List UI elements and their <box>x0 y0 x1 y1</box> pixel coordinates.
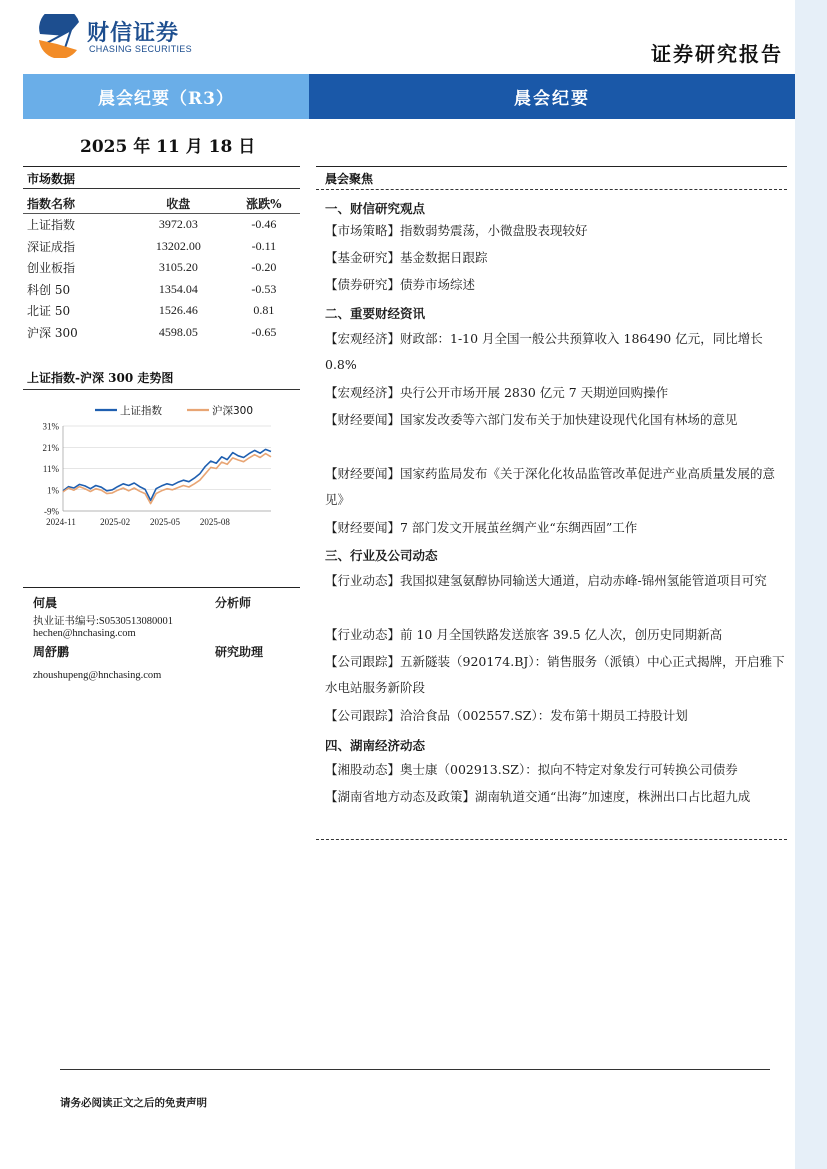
index-change: 0.81 <box>253 303 275 318</box>
table-row <box>23 257 300 279</box>
right-margin-stripe <box>795 0 827 1169</box>
series-line <box>63 454 271 504</box>
analyst-role: 研究助理 <box>215 645 264 659</box>
news-item: 【行业动态】我国拟建氢氨醇协同输送大通道，启动赤峰-锦州氢能管道项目可究 <box>325 573 767 588</box>
news-item: 【宏观经济】财政部：1-10 月全国一般公共预算收入 186490 亿元，同比增长 0.8% <box>325 331 763 372</box>
footer-divider <box>60 1069 770 1070</box>
index-close: 4598.05 <box>158 324 198 339</box>
x-tick-label: 2025-05 <box>150 517 180 527</box>
index-name: 沪深 300 <box>27 325 78 340</box>
table-header-row <box>23 193 300 214</box>
news-item: 【财经要闻】国家药监局发布《关于深化化妆品监管改革促进产业高质量发展的意见》 <box>325 466 776 507</box>
divider <box>316 166 787 167</box>
news-item: 【行业动态】前 10 月全国铁路发送旅客 39.5 亿人次，创历史同期新高 <box>325 627 723 642</box>
report-type-label: 证券研究报告 <box>651 42 783 66</box>
banner-right-title: 晨会纪要 <box>309 74 795 119</box>
analyst-cert: 执业证书编号:S0530513080001 <box>33 616 174 627</box>
chart-title: 上证指数-沪深 300 走势图 <box>27 371 174 385</box>
col-header-close: 收盘 <box>166 196 191 211</box>
table-row <box>23 214 300 236</box>
market-data-table <box>23 193 300 343</box>
news-item: 【市场策略】指数弱势震荡，小微盘股表现较好 <box>325 223 588 238</box>
disclaimer-note: 请务必阅读正文之后的免责声明 <box>60 1097 207 1109</box>
news-item: 【债券研究】债券市场综述 <box>325 277 476 292</box>
section-heading: 一、财信研究观点 <box>325 201 426 216</box>
company-logo <box>37 14 197 58</box>
index-name: 深证成指 <box>27 239 76 254</box>
index-change: -0.11 <box>251 238 277 253</box>
y-tick-label: 21% <box>42 442 59 453</box>
news-item: 【财经要闻】7 部门发文开展茧丝绸产业“东绸西固”工作 <box>325 520 638 535</box>
news-item: 【湖南省地方动态及政策】湖南轨道交通“出海”加速度，株洲出口占比超九成 <box>325 789 751 804</box>
index-close: 1354.04 <box>158 281 198 296</box>
legend-label: 上证指数 <box>120 405 162 417</box>
logo-chinese-name: 财信证券 <box>87 21 180 46</box>
table-row <box>23 279 300 301</box>
index-change: -0.46 <box>251 217 277 232</box>
dashed-divider <box>316 189 787 190</box>
news-item: 【基金研究】基金数据日跟踪 <box>325 250 488 265</box>
logo-mark-icon <box>37 14 83 58</box>
divider <box>23 188 300 189</box>
y-tick-label: 11% <box>42 464 59 474</box>
news-item: 【公司跟踪】洽洽食品（002557.SZ）：发布第十期员工持股计划 <box>325 708 688 723</box>
y-tick-label: 31% <box>42 421 59 432</box>
index-close: 3105.20 <box>158 260 198 275</box>
index-change: -0.53 <box>251 281 277 296</box>
index-name: 北证 50 <box>27 304 71 319</box>
banner-left-title: 晨会纪要（R3） <box>23 74 309 119</box>
focus-title: 晨会聚焦 <box>325 172 374 186</box>
y-tick-label: 1% <box>47 485 59 496</box>
analyst-email: zhoushupeng@hnchasing.com <box>33 670 162 681</box>
x-tick-label: 2025-08 <box>199 517 230 527</box>
table-row <box>23 300 300 322</box>
dashed-divider <box>316 839 787 840</box>
analyst-name: 周舒鹏 <box>33 645 70 659</box>
index-change: -0.20 <box>251 260 277 275</box>
table-row <box>23 236 300 258</box>
index-name: 上证指数 <box>27 218 76 233</box>
trend-chart <box>23 396 278 531</box>
index-close: 3972.03 <box>158 217 198 232</box>
divider <box>23 166 300 167</box>
news-item: 【湘股动态】奥士康（002913.SZ）：拟向不特定对象发行可转换公司债券 <box>325 762 738 777</box>
analyst-name: 何晨 <box>33 596 58 610</box>
y-tick-label: -9% <box>44 506 59 517</box>
x-tick-label: 2025-02 <box>100 517 131 527</box>
col-header-change: 涨跌% <box>246 196 282 211</box>
news-item: 【财经要闻】国家发改委等六部门发布关于加快建设现代化国有林场的意见 <box>325 412 738 427</box>
index-name: 科创 50 <box>27 282 71 297</box>
index-change: -0.65 <box>251 324 277 339</box>
analyst-role: 分析师 <box>215 596 252 610</box>
report-date: 2025 年 11 月 18 日 <box>80 137 256 157</box>
analyst-email: hechen@hnchasing.com <box>33 628 136 639</box>
x-tick-label: 2024-11 <box>46 517 76 527</box>
divider <box>23 389 300 390</box>
news-item: 【宏观经济】央行公开市场开展 2830 亿元 7 天期逆回购操作 <box>325 385 669 400</box>
logo-english-name: CHASING SECURITIES <box>89 44 192 54</box>
legend-label: 沪深300 <box>212 405 254 417</box>
col-header-index-name: 指数名称 <box>27 196 76 211</box>
section-heading: 三、行业及公司动态 <box>325 548 438 563</box>
index-close: 13202.00 <box>155 238 201 253</box>
index-name: 创业板指 <box>27 261 76 276</box>
series-line <box>63 449 271 500</box>
index-close: 1526.46 <box>158 303 198 318</box>
section-heading: 四、湖南经济动态 <box>325 738 426 753</box>
table-row <box>23 322 300 344</box>
divider <box>23 587 300 588</box>
market-data-title: 市场数据 <box>27 172 76 186</box>
section-heading: 二、重要财经资讯 <box>325 306 426 321</box>
news-item: 【公司跟踪】五新隧装（920174.BJ）：销售服务（派镇）中心正式揭牌，开启雅下水电站服务新阶段 <box>325 654 785 695</box>
